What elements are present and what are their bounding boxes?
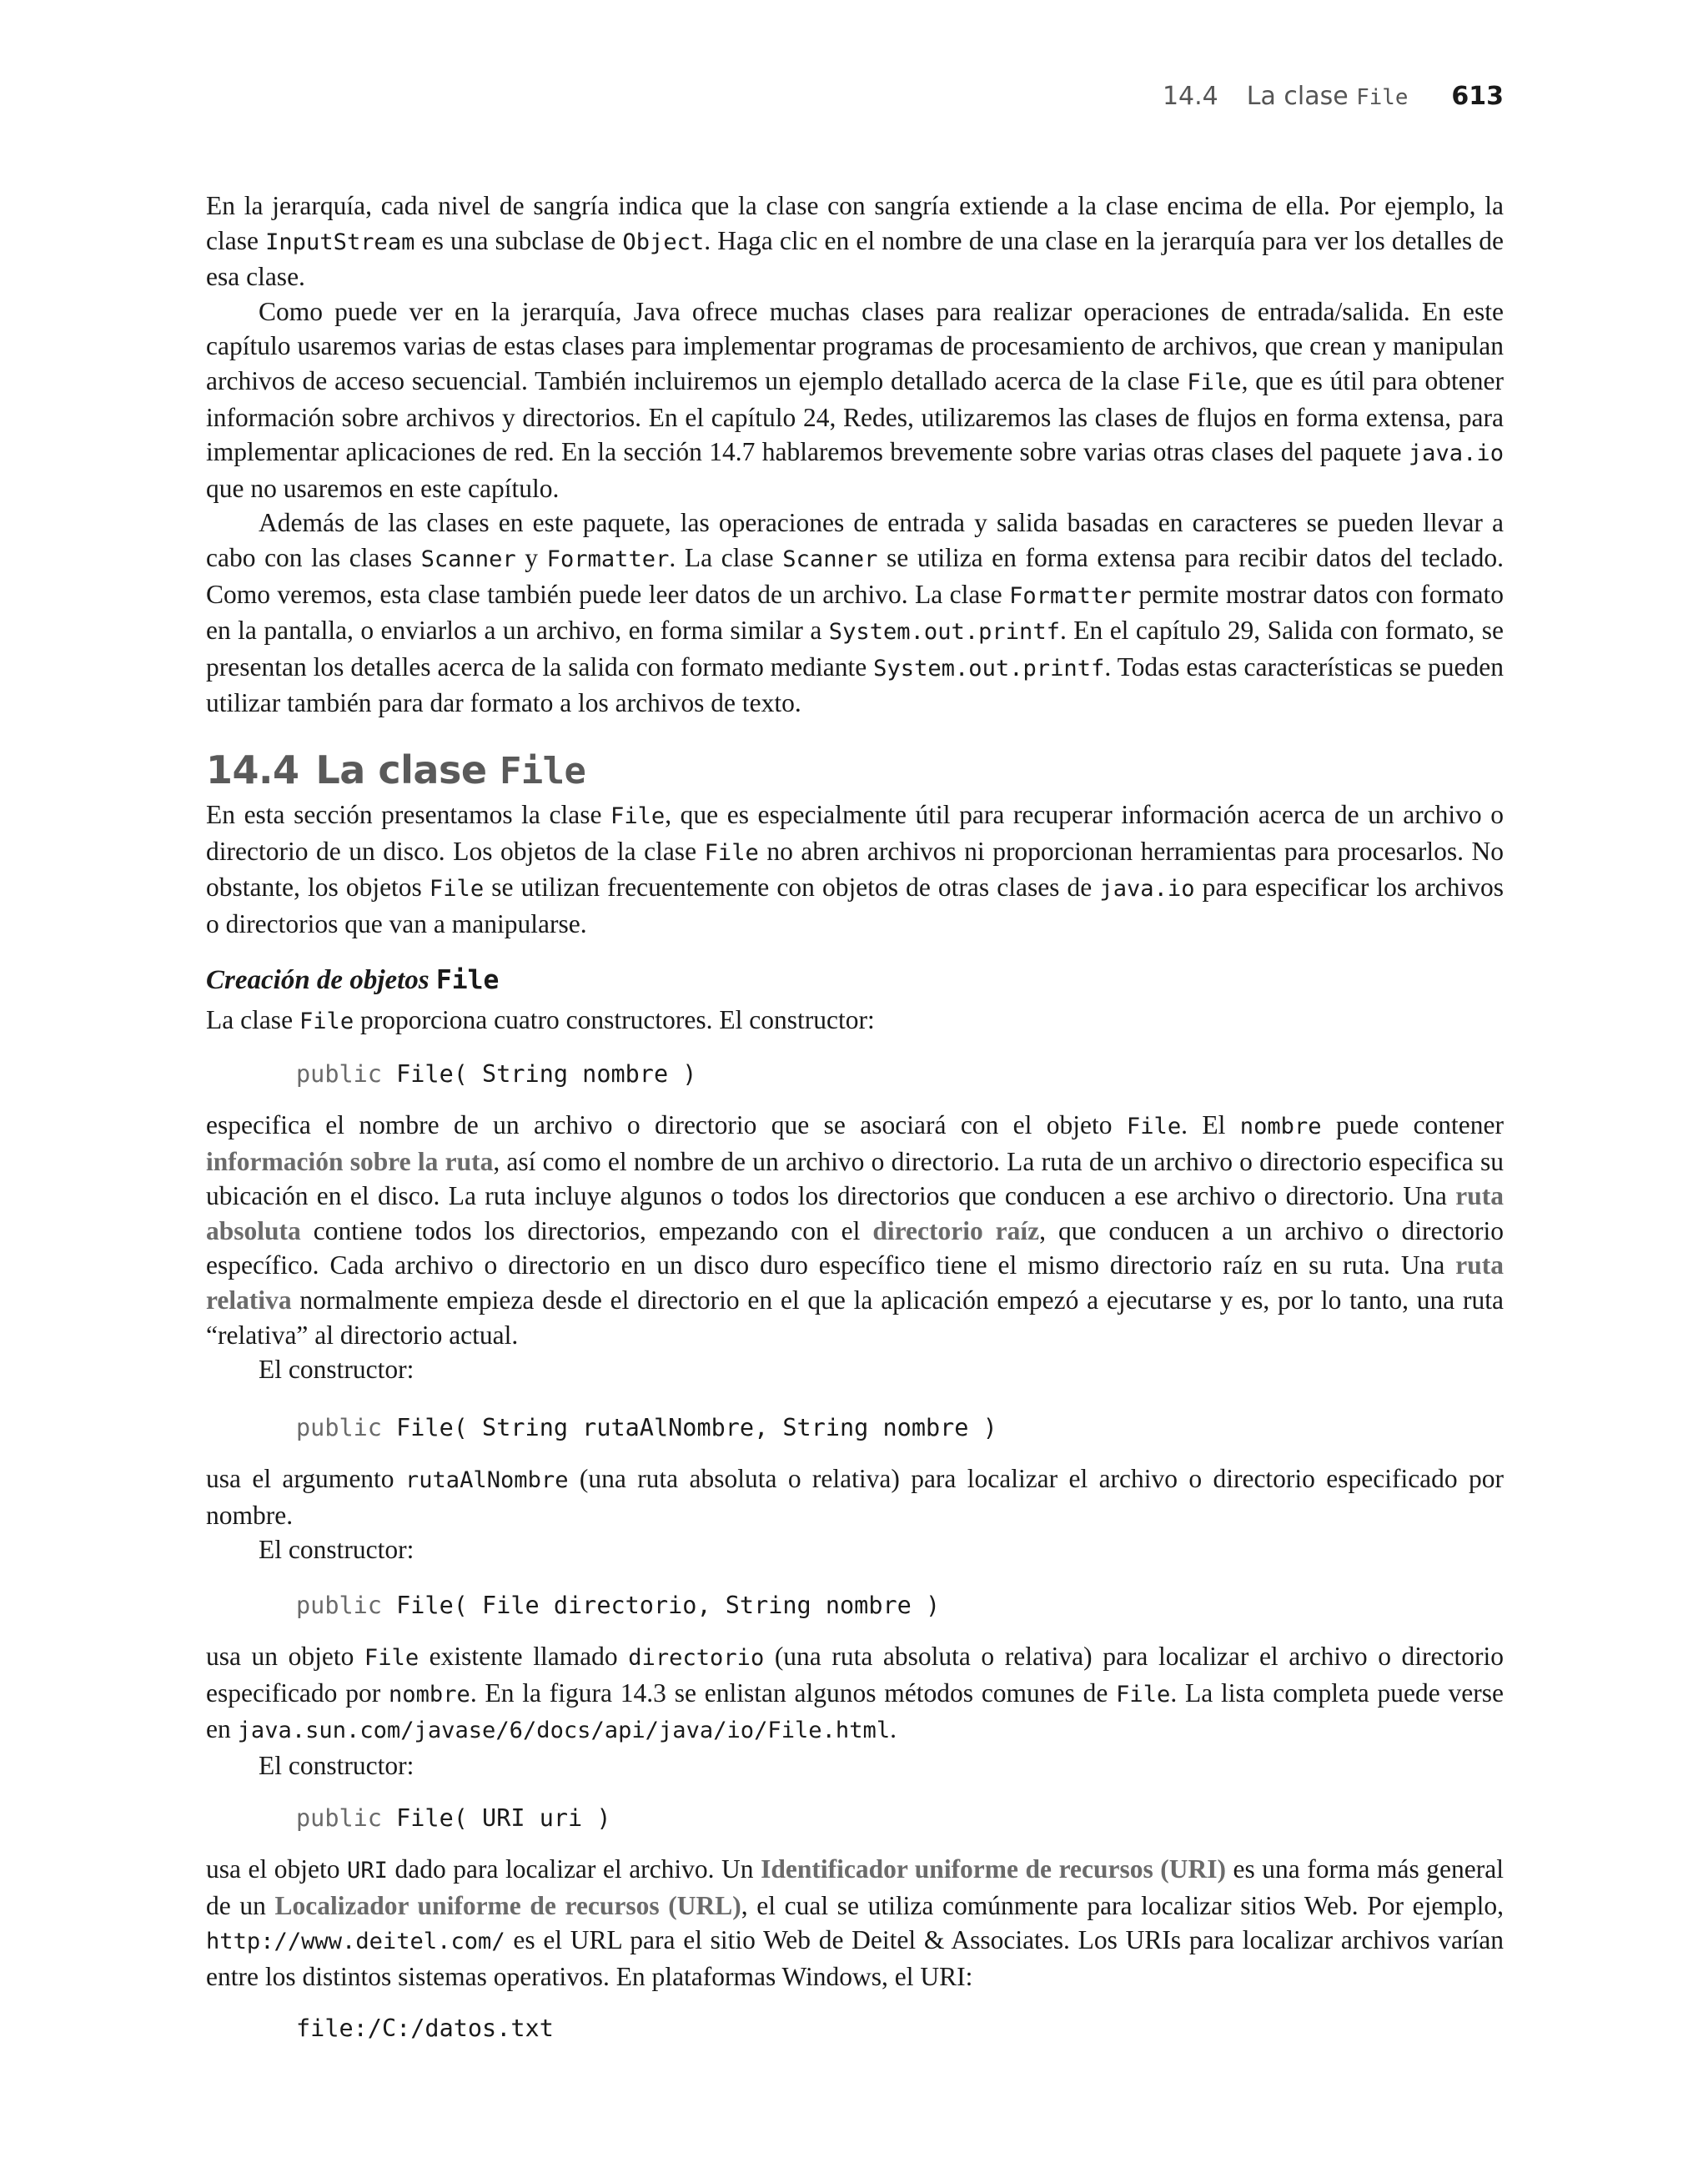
- section-heading-code: File: [500, 750, 586, 792]
- text-run: especifica el nombre de un archivo o directorio que se asociará con el objeto: [206, 1110, 1127, 1139]
- text-run: dado para localizar el archivo. Un: [387, 1854, 761, 1884]
- text-run: . La clase: [669, 542, 783, 572]
- text-run: , así como el nombre de un archivo o directorio. La ruta de un archivo o directorio especifica su ubicación en el disco. La ruta incluye algunos o todos los directorios que conducen a ese archivo o directorio. Una: [206, 1146, 1504, 1211]
- inline-code: Object: [622, 229, 705, 255]
- text-run: y: [515, 542, 547, 572]
- code-uri-example: file:/C:/datos.txt: [296, 2015, 554, 2042]
- constructor-3-label: El constructor:: [259, 1535, 414, 1565]
- inline-code: nombre: [388, 1681, 470, 1708]
- constructor-1-block: [206, 1108, 1504, 1387]
- section-intro-block: [206, 797, 1504, 941]
- text-run: para especificar los archivos o directorios que van a manipularse.: [206, 873, 1504, 938]
- inline-code: nombre: [1239, 1114, 1322, 1139]
- text-run: normalmente empieza desde el directorio en el que la aplicación empezó a ejecutarse y es, por lo tanto, una ruta “relativa” al directorio actual.: [206, 1285, 1504, 1350]
- text-run: . Haga clic en el nombre de una clase en la jerarquía para ver los detalles de esa clase.: [206, 225, 1504, 292]
- text-run: En esta sección presentamos la clase: [206, 800, 611, 829]
- text-run: usa el objeto: [206, 1854, 348, 1884]
- text-run: no abren archivos ni proporcionan herramientas para procesarlos. No obstante, los objetos: [206, 836, 1504, 903]
- text-run: (una ruta absoluta o relativa) para localizar el archivo o directorio especificado por: [206, 1642, 1504, 1708]
- key-term: Localizador uniforme de recursos (URL): [274, 1890, 741, 1920]
- running-head-section-number: 14.4: [1162, 82, 1218, 111]
- text-run: Como puede ver en la jerarquía, Java ofrece muchas clases para realizar operaciones de entrada/salida. En este capítulo usaremos varias de estas clases para implementar programas de procesamiento de archivos, que crean y manipulan archivos de acceso secuencial. También incluiremos un ejemplo detallado acerca de la clase: [206, 296, 1504, 395]
- text-run: permite mostrar datos con formato en la pantalla, o enviarlos a un archivo, en forma similar a: [206, 579, 1504, 646]
- text-run: , que conducen a un archivo o directorio específico. Cada archivo o directorio en un disco duro específico tiene el mismo directorio raíz en su ruta. Una: [206, 1215, 1504, 1280]
- text-run: (una ruta absoluta o relativa) para localizar el archivo o directorio especificado por nombre.: [206, 1464, 1504, 1530]
- text-run: , el cual se utiliza comúnmente para localizar sitios Web. Por ejemplo,: [741, 1890, 1504, 1920]
- inline-code: File: [1116, 1681, 1171, 1708]
- text-run: es una subclase de: [414, 225, 623, 255]
- inline-code: File: [610, 803, 666, 829]
- text-run: existente llamado: [419, 1642, 629, 1671]
- text-run: La clase: [206, 1005, 299, 1034]
- constructor-4-block: [206, 1852, 1504, 1994]
- text-run: puede contener: [1321, 1110, 1504, 1139]
- text-run: . La lista completa puede verse en: [206, 1678, 1504, 1744]
- text-run: En la jerarquía, cada nivel de sangría indica que la clase con sangría extiende a la clase encima de ella. Por ejemplo, la clase: [206, 191, 1504, 255]
- code-constructor-2: public File( String rutaAlNombre, String nombre ): [296, 1414, 997, 1441]
- inline-code: URI: [347, 1858, 388, 1884]
- inline-code: InputStream: [265, 229, 415, 255]
- text-run: Además de las clases en este paquete, las operaciones de entrada y salida basadas en caracteres se pueden llevar a cabo con las clases: [206, 508, 1504, 572]
- intro-paragraph-2: [206, 294, 1504, 506]
- constructor-2-block: [206, 1461, 1504, 1567]
- inline-code: directorio: [628, 1645, 765, 1671]
- key-term: información sobre la ruta: [206, 1146, 494, 1176]
- key-term: directorio raíz: [872, 1215, 1040, 1245]
- subsection-heading: [206, 965, 499, 996]
- text-run: se utilizan frecuentemente con objetos de otras clases de: [484, 873, 1100, 903]
- text-run: . En la figura 14.3 se enlistan algunos métodos comunes de: [470, 1678, 1117, 1708]
- text-run: proporciona cuatro constructores. El constructor:: [354, 1005, 875, 1034]
- subsection-intro-block: [206, 1003, 1504, 1039]
- inline-code: File: [1187, 369, 1242, 395]
- code-constructor-3: public File( File directorio, String nombre ): [296, 1592, 941, 1619]
- subsection-heading-code: File: [435, 965, 500, 995]
- constructors-intro: [206, 1003, 1504, 1039]
- constructor-1-description: [206, 1108, 1504, 1352]
- inline-code: System.out.printf: [828, 619, 1060, 646]
- inline-code: File: [299, 1009, 354, 1034]
- text-run: , que es especialmente útil para recuperar información acerca de un archivo o directorio de un disco. Los objetos de la clase: [206, 800, 1504, 866]
- section-paragraph-1: [206, 797, 1504, 941]
- inline-code: http://www.deitel.com/: [206, 1929, 505, 1955]
- code-constructor-1: public File( String nombre ): [296, 1060, 697, 1088]
- text-run: que no usaremos en este capítulo.: [206, 473, 560, 503]
- key-term: ruta absoluta: [206, 1181, 1504, 1245]
- subsection-heading-text: Creación de objetos: [206, 965, 436, 995]
- running-head-title: La clase: [1246, 82, 1357, 111]
- code-constructor-4: public File( URI uri ): [296, 1804, 611, 1832]
- text-run: usa un objeto: [206, 1642, 364, 1671]
- inline-code: rutaAlNombre: [404, 1467, 569, 1493]
- page-number: 613: [1451, 82, 1504, 111]
- inline-code: Formatter: [546, 546, 670, 572]
- key-term: Identificador uniforme de recursos (URI): [761, 1854, 1226, 1884]
- inline-code: File: [704, 839, 759, 866]
- constructor-3-block: [206, 1639, 1504, 1783]
- text-run: es una forma más general de un: [206, 1854, 1504, 1920]
- constructor-2-label: El constructor:: [259, 1355, 414, 1385]
- inline-code: System.out.printf: [873, 655, 1105, 682]
- constructor-2-description: [206, 1461, 1504, 1532]
- text-run: .: [890, 1714, 897, 1744]
- text-run: . Todas estas características se pueden utilizar también para dar formato a los archivos de texto.: [206, 651, 1504, 718]
- inline-code: File: [429, 876, 485, 903]
- text-run: se utiliza en forma extensa para recibir datos del teclado. Como veremos, esta clase también puede leer datos de un archivo. La clase: [206, 542, 1505, 609]
- running-head: [1163, 82, 1504, 111]
- constructor-3-description: [206, 1639, 1504, 1748]
- inline-code: Scanner: [782, 546, 878, 572]
- section-heading-text: La clase: [315, 747, 500, 792]
- section-heading: [206, 747, 585, 792]
- text-run: , que es útil para obtener información sobre archivos y directorios. En el capítulo 24, Redes, utilizaremos las clases de flujos en forma extensa, para implementar aplicaciones de red. En la sección 14.7 hablaremos brevemente sobre varias otras clases del paquete: [206, 365, 1504, 467]
- constructor-4-label: El constructor:: [259, 1750, 414, 1780]
- constructor-4-description: [206, 1852, 1504, 1994]
- inline-code: Scanner: [420, 546, 516, 572]
- inline-code: java.io: [1408, 440, 1504, 467]
- inline-code: java.sun.com/javase/6/docs/api/java/io/File.html: [237, 1718, 891, 1744]
- section-heading-number: 14.4: [206, 747, 299, 792]
- text-run: contiene todos los directorios, empezando con el: [300, 1215, 873, 1245]
- text-run: . El: [1181, 1110, 1240, 1139]
- intro-paragraph-1: [206, 189, 1504, 294]
- text-run: . En el capítulo 29, Salida con formato, se presentan los detalles acerca de la salida con formato mediante: [206, 616, 1504, 682]
- inline-code: File: [1126, 1114, 1182, 1139]
- text-run: es el URL para el sitio Web de Deitel & Associates. Los URIs para localizar archivos varían entre los distintos sistemas operativos. En plataformas Windows, el URI:: [206, 1925, 1504, 1991]
- inline-code: Formatter: [1009, 582, 1132, 609]
- inline-code: java.io: [1099, 876, 1195, 903]
- inline-code: File: [364, 1645, 419, 1671]
- intro-paragraph-3: [206, 506, 1504, 721]
- running-head-title-code: File: [1356, 85, 1409, 110]
- intro-block: [206, 189, 1504, 721]
- text-run: usa el argumento: [206, 1464, 405, 1493]
- key-term: ruta relativa: [206, 1250, 1504, 1315]
